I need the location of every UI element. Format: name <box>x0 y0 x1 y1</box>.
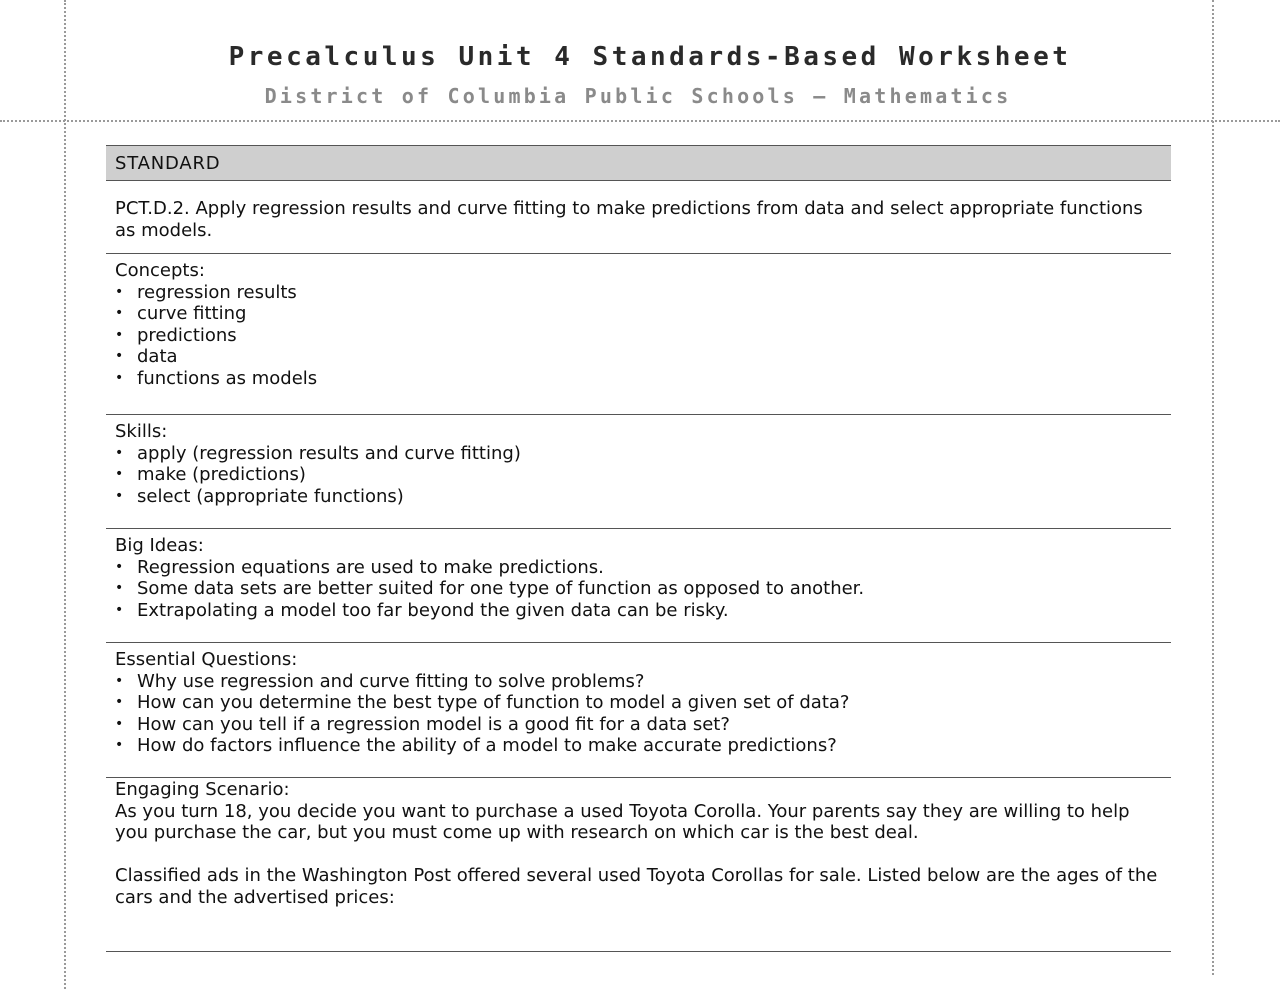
list-item: • How can you determine the best type of function to model a given set of data? <box>115 692 850 714</box>
bullet-icon: • <box>115 487 124 504</box>
bullet-icon: • <box>115 326 124 343</box>
list-item: • apply (regression results and curve fitting) <box>115 442 521 464</box>
list-item: • curve fitting <box>115 303 247 325</box>
skills-section <box>106 415 1171 529</box>
top-margin-guide <box>0 120 1280 122</box>
standard-text-section <box>106 181 1171 254</box>
list-item: • regression results <box>115 281 297 303</box>
bullet-icon: • <box>115 694 124 711</box>
big-ideas-list <box>115 557 1162 622</box>
bullet-icon: • <box>115 283 124 300</box>
bullet-icon: • <box>115 305 124 322</box>
bullet-icon: • <box>115 466 124 483</box>
essential-questions-list <box>115 671 1162 757</box>
essential-questions-label: Essential Questions: <box>115 649 298 670</box>
list-item: • Regression equations are used to make predictions. <box>115 556 604 578</box>
list-item: • predictions <box>115 324 237 346</box>
big-ideas-label: Big Ideas: <box>115 535 204 556</box>
skills-list <box>115 443 1162 508</box>
standard-text: PCT.D.2. Apply regression results and curve fitting to make predictions from data and select appropriate functions as models. <box>115 198 1143 241</box>
bullet-icon: • <box>115 444 124 461</box>
bullet-icon: • <box>115 369 124 386</box>
standard-heading: STANDARD <box>106 146 1171 181</box>
list-item: • How can you tell if a regression model is a good fit for a data set? <box>115 713 730 735</box>
concepts-list <box>115 282 1162 390</box>
concepts-section <box>106 254 1171 415</box>
list-item: • Extrapolating a model too far beyond the given data can be risky. <box>115 599 729 621</box>
standard-table <box>106 145 1171 952</box>
bullet-icon: • <box>115 601 124 618</box>
engaging-scenario-section <box>106 778 1171 952</box>
scenario-paragraph: As you turn 18, you decide you want to purchase a used Toyota Corolla. Your parents say they are willing to help you purchase the car, but you must come up with research on which car is the best deal. <box>115 800 1130 844</box>
list-item: • Why use regression and curve fitting to solve problems? <box>115 670 645 692</box>
scenario-paragraph: Classified ads in the Washington Post offered several used Toyota Corollas for sale. Listed below are the ages of the cars and the advertised prices: <box>115 865 1158 908</box>
right-margin-guide <box>1212 0 1214 975</box>
list-item: • make (predictions) <box>115 464 306 486</box>
bullet-icon: • <box>115 737 124 754</box>
bullet-icon: • <box>115 348 124 365</box>
bullet-icon: • <box>115 558 124 575</box>
page-subtitle: District of Columbia Public Schools — Mathematics <box>264 84 1012 108</box>
bullet-icon: • <box>115 715 124 732</box>
concepts-label: Concepts: <box>115 260 205 281</box>
skills-label: Skills: <box>115 421 168 442</box>
scenario-label: Engaging Scenario: <box>115 779 290 800</box>
list-item: • How do factors influence the ability of a model to make accurate predictions? <box>115 735 837 757</box>
list-item: • select (appropriate functions) <box>115 485 404 507</box>
paragraph-spacer <box>115 844 1162 866</box>
page-title: Precalculus Unit 4 Standards-Based Worksheet <box>228 42 1072 72</box>
list-item: • data <box>115 346 178 368</box>
left-margin-guide <box>64 0 66 989</box>
bullet-icon: • <box>115 580 124 597</box>
big-ideas-section <box>106 529 1171 643</box>
list-item: • Some data sets are better suited for one type of function as opposed to another. <box>115 578 865 600</box>
bullet-icon: • <box>115 672 124 689</box>
essential-questions-section <box>106 643 1171 778</box>
list-item: • functions as models <box>115 367 318 389</box>
